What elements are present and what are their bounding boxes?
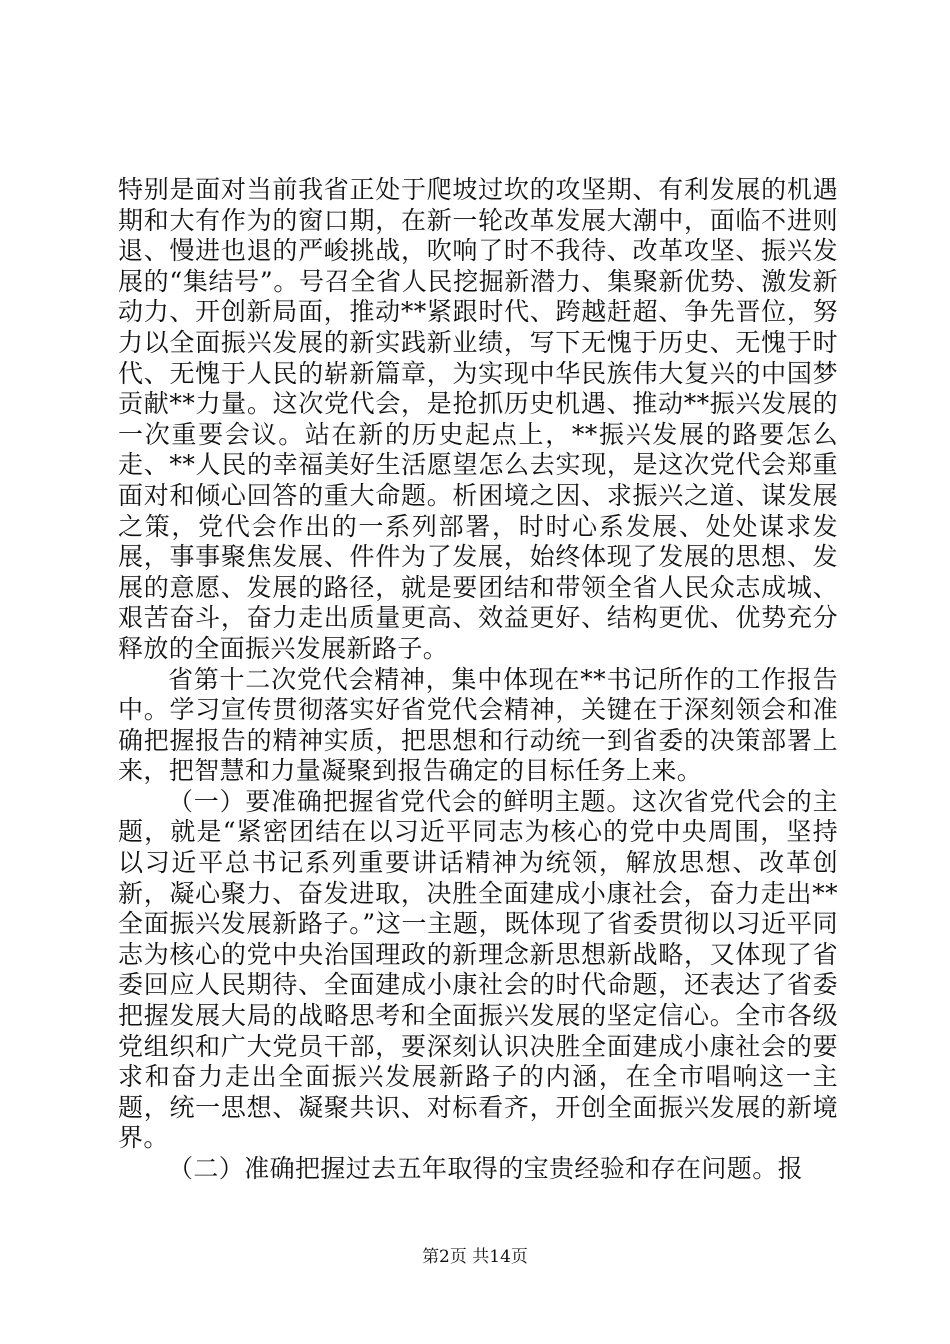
paragraph-experience: （二）准确把握过去五年取得的宝贵经验和存在问题。报 (168, 1154, 804, 1183)
document-body (118, 175, 838, 1185)
paragraph-theme: （一）要准确把握省党代会的鲜明主题。这次省党代会的主题，就是“紧密团结在以习近平同志为核心的党中央周围，坚持以习近平总书记系列重要讲话精神为统领，解放思想、改革创新，凝心聚力、奋发进取，决胜全面建成小康社会，奋力走出**全面振兴发展新路子。”这一主题，既体现了省委贯彻以习近平同志为核心的党中央治国理政的新理念新思想新战略，又体现了省委回应人民期待、全面建成小康社会的时代命题，还表达了省委把握发展大局的战略思考和全面振兴发展的坚定信心。全市各级党组织和广大党员干部，要深刻认识决胜全面建成小康社会的要求和奋力走出全面振兴发展新路子的内涵，在全市唱响这一主题，统一思想、凝聚共识、对标看齐，开创全面振兴发展的新境界。 (118, 786, 838, 1153)
page-footer: 第2页 共14页 (422, 1247, 528, 1267)
paragraph-report-spirit: 省第十二次党代会精神，集中体现在**书记所作的工作报告中。学习宣传贯彻落实好省党代会精神，关键在于深刻领会和准确把握报告的精神实质，把思想和行动统一到省委的决策部署上来，把智慧和力量凝聚到报告确定的目标任务上来。 (118, 664, 838, 786)
paragraph-continuation: 特别是面对当前我省正处于爬坡过坎的攻坚期、有利发展的机遇期和大有作为的窗口期，在新一轮改革发展大潮中，面临不进则退、慢进也退的严峻挑战，吹响了时不我待、改革攻坚、振兴发展的“集结号”。号召全省人民挖掘新潜力、集聚新优势、激发新动力、开创新局面，推动**紧跟时代、跨越赶超、争先晋位，努力以全面振兴发展的新实践新业绩，写下无愧于历史、无愧于时代、无愧于人民的崭新篇章，为实现中华民族伟大复兴的中国梦贡献**力量。这次党代会，是抢抓历史机遇、推动**振兴发展的一次重要会议。站在新的历史起点上，**振兴发展的路要怎么走、**人民的幸福美好生活愿望怎么去实现，是这次党代会郑重面对和倾心回答的重大命题。析困境之因、求振兴之道、谋发展之策，党代会作出的一系列部署，时时心系发展、处处谋求发展，事事聚焦发展、件件为了发展，始终体现了发展的思想、发展的意愿、发展的路径，就是要团结和带领全省人民众志成城、艰苦奋斗，奋力走出质量更高、效益更好、结构更优、优势充分释放的全面振兴发展新路子。 (118, 175, 838, 663)
